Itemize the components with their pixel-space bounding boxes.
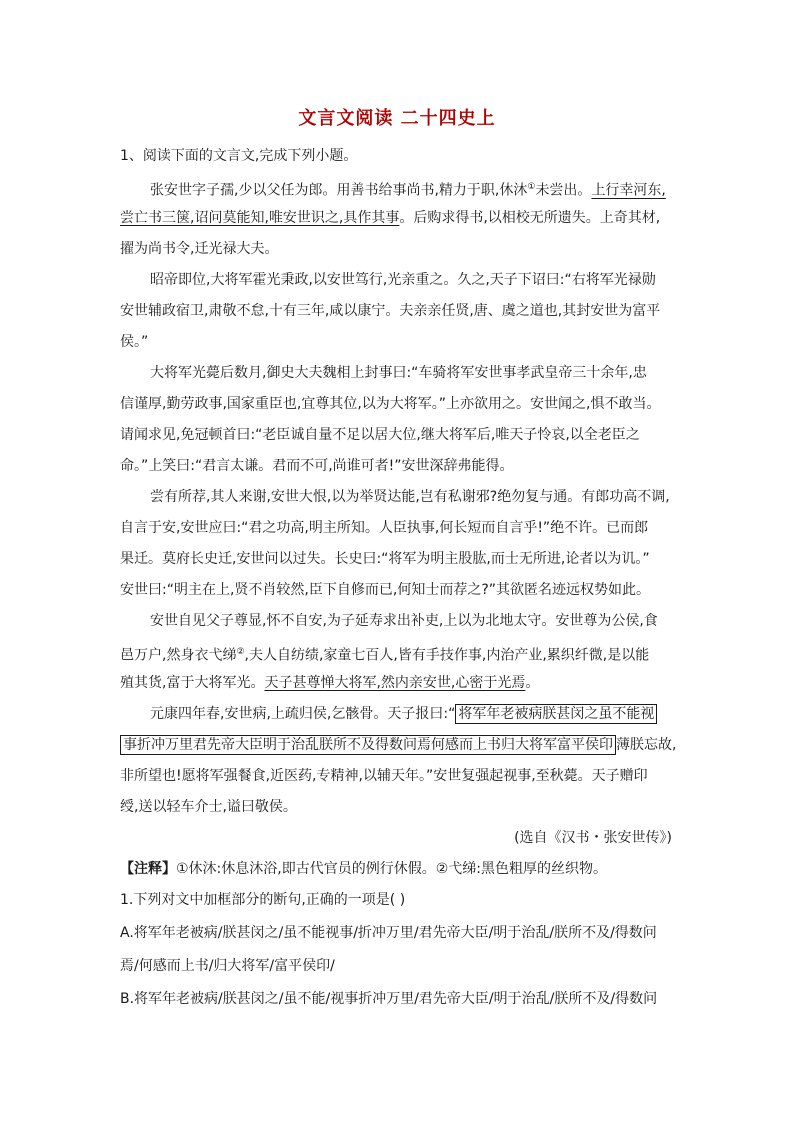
passage-line: 果迁。莫府长史迁,安世问以过失。长史曰:“将军为明主股肱,而士无所进,论者以为讥。”: [120, 551, 650, 567]
passage-line: 自言于安,安世应曰:“君之功高,明主所知。人臣执事,何长短而自言乎!”绝不许。已而郎: [120, 520, 649, 536]
footnote-mark: ①: [527, 182, 536, 192]
passage-line: 安世曰:“明主在上,贤不肖较然,臣下自修而已,何知士而荐之?”其欲匿名迹远权势如此。: [120, 582, 651, 598]
option-a-continued: 焉/何感而上书/归大将军/富平侯印/: [120, 958, 335, 974]
passage-line: 信谨厚,勤劳政事,国家重臣也,宜尊其位,以为大将军。”上亦欲用之。安世闻之,惧不敢当。: [120, 396, 661, 412]
footnote-mark: ②: [236, 647, 245, 657]
underlined-sentence: 上行幸河东,: [591, 182, 666, 199]
question-intro: 1、阅读下面的文言文,完成下列小题。: [120, 148, 358, 164]
underlined-sentence: 尝亡书三箧,诏问莫能知,唯安世识之,具作其事: [120, 210, 400, 226]
boxed-text: 事折冲万里君先帝大臣明于治乱朕所不及得数问焉何感而上书归大将军富平侯印: [120, 735, 616, 755]
annotation-notes: 【注释】①休沐:休息沐浴,即古代官员的例行休假。②弋绨:黑色粗厚的丝织物。: [120, 861, 607, 877]
notes-label: 【注释】: [120, 861, 176, 877]
passage-line: 事折冲万里君先帝大臣明于治乱朕所不及得数问焉何感而上书归大将军富平侯印 薄朕忘故,: [120, 735, 676, 755]
option-b: B.将军年老被病/朕甚闵之/虽不能/视事折冲万里/君先帝大臣/明于治乱/朕所不及/得数问: [120, 991, 658, 1007]
question-stem: 1.下列对文中加框部分的断句,正确的一项是( ): [120, 892, 406, 908]
underlined-sentence: 天子甚尊惮大将军,然内亲安世,心密于光焉: [264, 675, 526, 691]
boxed-text: 将军年老被病朕甚闵之虽不能视: [455, 704, 657, 724]
passage-line: 绶,送以轻车介士,谥曰敬侯。: [120, 799, 297, 815]
passage-line: 殖其货,富于大将军光。天子甚尊惮大将军,然内亲安世,心密于光焉。: [120, 675, 540, 691]
passage-line: 命。”上笑曰:“君言太谦。君而不可,尚谁可者!”安世深辞弗能得。: [120, 458, 514, 474]
option-a: A.将军年老被病/朕甚闵之/虽不能视事/折冲万里/君先帝大臣/明于治乱/朕所不及/得数问: [120, 925, 657, 941]
passage-line: 安世辅政宿卫,肃敬不怠,十有三年,咸以康宁。夫亲亲任贤,唐、虞之道也,其封安世为富平: [120, 303, 661, 319]
passage-line: 非所望也!愿将军强餐食,近医药,专精神,以辅天年。”安世复强起视事,至秋薨。天子赠印: [120, 768, 648, 784]
passage-line: 侯。”: [120, 334, 149, 350]
passage-line: 昭帝即位,大将军霍光秉政,以安世笃行,光亲重之。久之,天子下诏曰:“右将军光禄勋: [150, 272, 656, 288]
source-citation: (选自《汉书・张安世传》): [514, 830, 672, 846]
passage-line: 擢为尚书令,迁光禄大夫。: [120, 241, 279, 257]
page-title: 文言文阅读 二十四史上: [298, 108, 496, 129]
passage-line: 邑万户,然身衣弋绨②,夫人自纺绩,家童七百人,皆有手技作事,内治产业,累织纤微,是以能: [120, 647, 650, 664]
passage-line: 张安世字子孺,少以父任为郎。用善书给事尚书,精力于职,休沐①未尝出。上行幸河东,: [150, 182, 666, 199]
passage-line: 尝亡书三箧,诏问莫能知,唯安世识之,具作其事。后购求得书,以相校无所遗失。上奇其材,: [120, 210, 661, 226]
passage-line: 安世自见父子尊显,怀不自安,为子延寿求出补吏,上以为北地太守。安世尊为公侯,食: [150, 613, 658, 629]
passage-line: 大将军光薨后数月,御史大夫魏相上封事曰:“车骑将军安世事孝武皇帝三十余年,忠: [150, 365, 647, 381]
passage-line: 请闻求见,免冠顿首曰:“老臣诚自量不足以居大位,继大将军后,唯天子怜哀,以全老臣之: [120, 427, 640, 443]
passage-line: 尝有所荐,其人来谢,安世大恨,以为举贤达能,岂有私谢邪?绝勿复与通。有郎功高不调,: [150, 489, 670, 505]
passage-line: 元康四年春,安世病,上疏归侯,乞骸骨。天子报曰:“ 将军年老被病朕甚闵之虽不能视: [150, 704, 657, 724]
